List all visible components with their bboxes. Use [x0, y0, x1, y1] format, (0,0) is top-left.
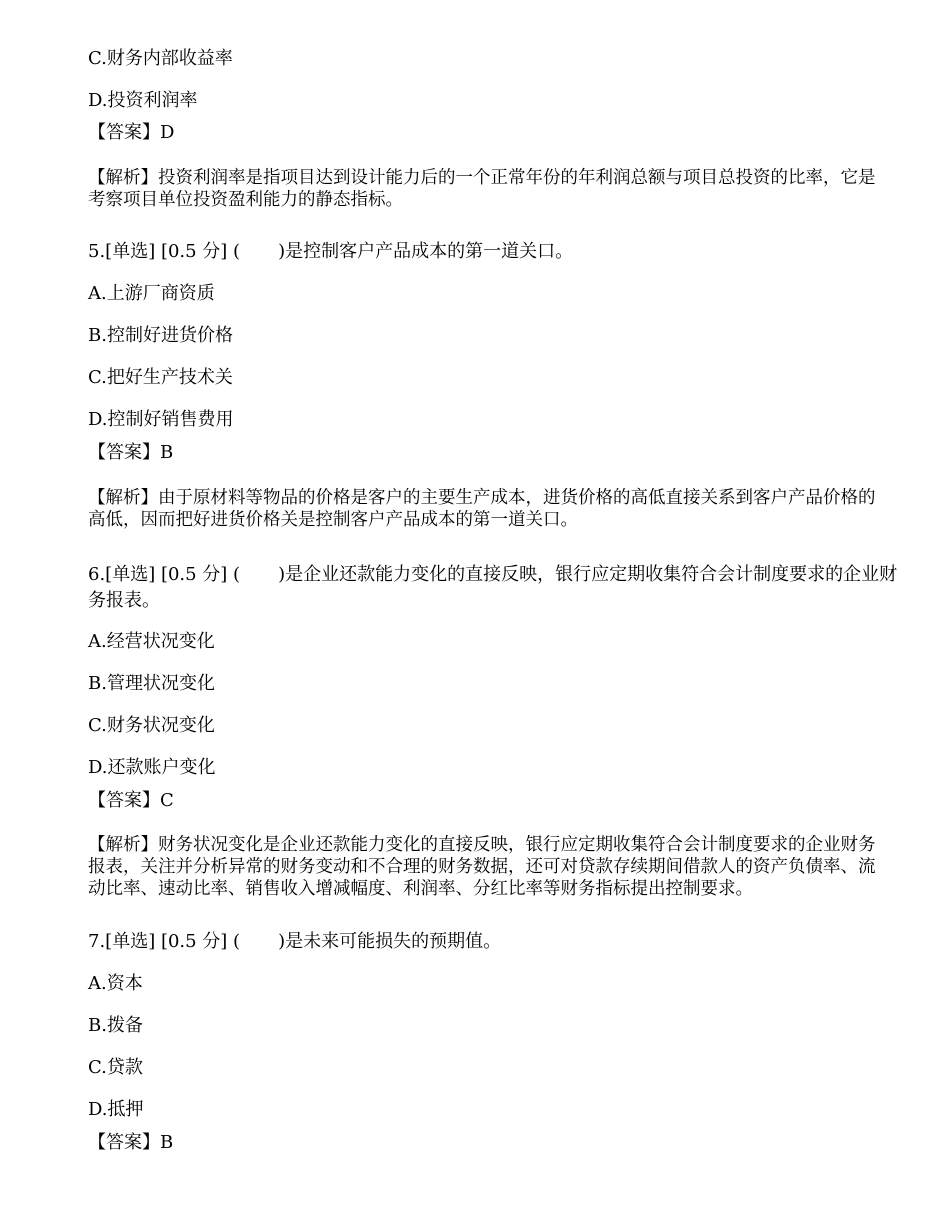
question-6-stem	[88, 562, 908, 614]
option-c: C.贷款	[88, 1057, 143, 1078]
question-text: )是控制客户产品成本的第一道关口。	[278, 241, 574, 262]
question-number: 7.[单选] [0.5 分] (	[88, 931, 241, 952]
analysis-paragraph: 【解析】投资利润率是指项目达到设计能力后的一个正常年份的年利润总额与项目总投资的比率，它是考察项目单位投资盈利能力的静态指标。	[88, 168, 876, 210]
question-text: )是企业还款能力变化的直接反映，银行应定期收集符合会计制度要求的企业财务报表。	[88, 564, 898, 611]
question-number: 5.[单选] [0.5 分] (	[88, 241, 241, 262]
option-d: D.投资利润率	[88, 90, 198, 111]
option-b: B.管理状况变化	[88, 673, 215, 694]
option-b: B.控制好进货价格	[88, 325, 233, 346]
question-number: 6.[单选] [0.5 分] (	[88, 564, 241, 585]
question-5-stem	[88, 241, 573, 263]
option-a: A.资本	[88, 973, 143, 994]
question-7-stem	[88, 931, 501, 953]
option-a: A.上游厂商资质	[88, 283, 215, 304]
option-d: D.抵押	[88, 1099, 144, 1120]
option-c: C.把好生产技术关	[88, 367, 233, 388]
answer-line: 【答案】B	[88, 442, 174, 463]
option-d: D.还款账户变化	[88, 757, 216, 778]
answer-line: 【答案】B	[88, 1132, 174, 1153]
option-a: A.经营状况变化	[88, 631, 215, 652]
option-c: C.财务内部收益率	[88, 48, 233, 69]
analysis-paragraph: 【解析】财务状况变化是企业还款能力变化的直接反映，银行应定期收集符合会计制度要求的企业财务报表，关注并分析异常的财务变动和不合理的财务数据，还可对贷款存续期间借款人的资产负债率、流动比率、速动比率、销售收入增减幅度、利润率、分红比率等财务指标提出控制要求。	[88, 835, 876, 899]
answer-line: 【答案】D	[88, 122, 175, 143]
answer-line: 【答案】C	[88, 790, 174, 811]
analysis-paragraph: 【解析】由于原材料等物品的价格是客户的主要生产成本，进货价格的高低直接关系到客户产品价格的高低，因而把好进货价格关是控制客户产品成本的第一道关口。	[88, 488, 876, 530]
option-b: B.拨备	[88, 1015, 143, 1036]
option-d: D.控制好销售费用	[88, 409, 234, 430]
option-c: C.财务状况变化	[88, 715, 215, 736]
question-text: )是未来可能损失的预期值。	[278, 931, 502, 952]
